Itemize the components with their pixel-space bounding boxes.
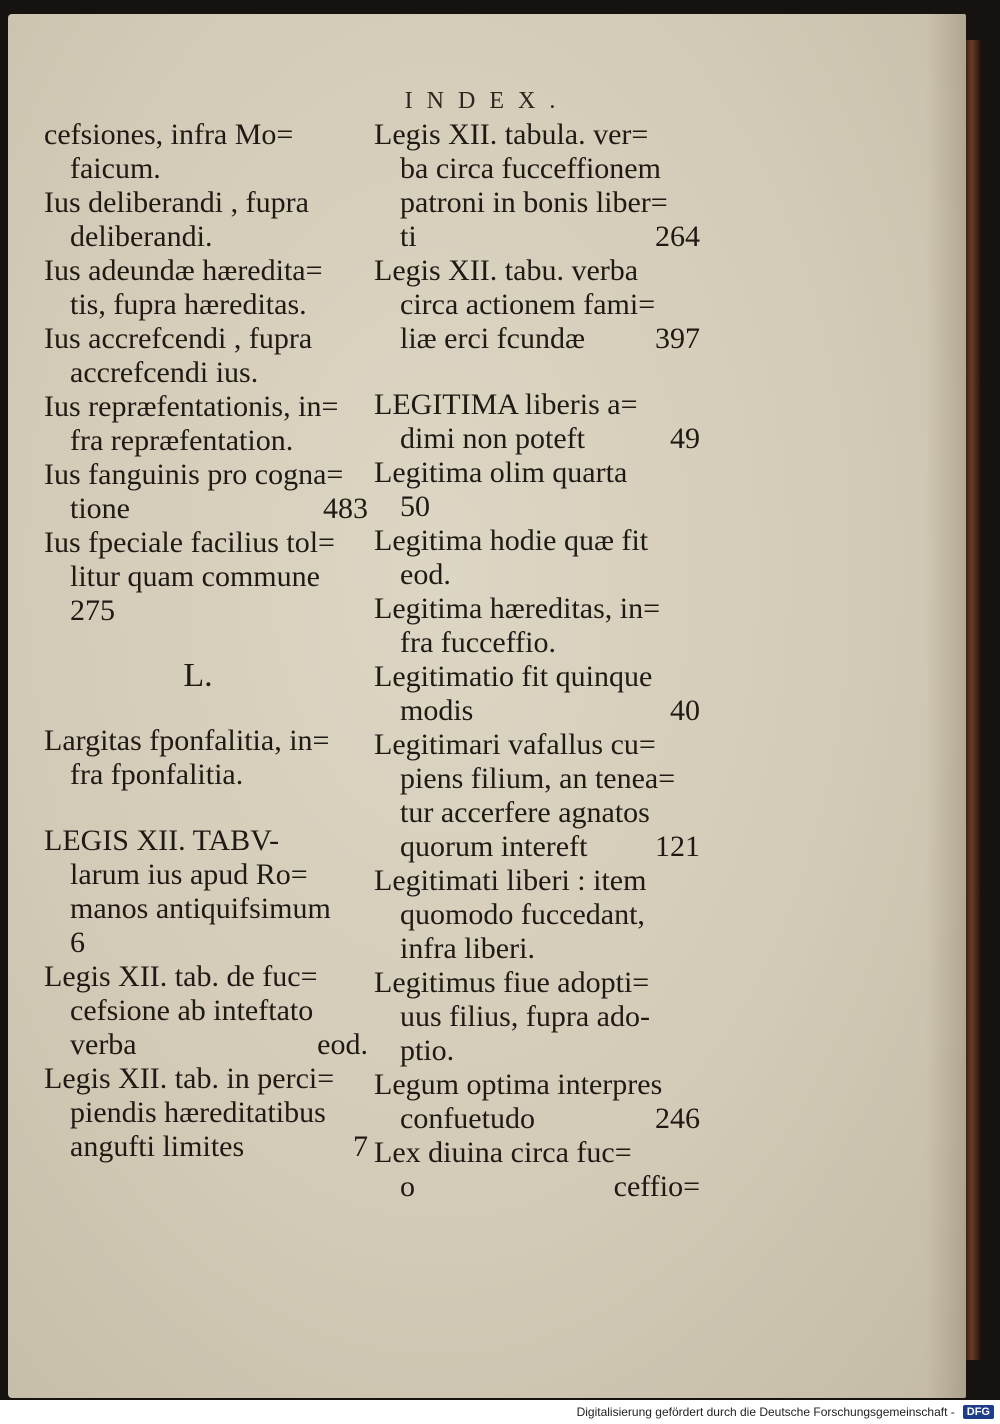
entry-line: 50 [400,490,430,523]
footer-bar [0,1400,1000,1424]
entry-line-text: confuetudo [400,1102,535,1135]
page-reference: eod. [317,1028,368,1061]
index-entry [44,390,372,458]
entry-line: 6 [70,926,85,959]
index-entry [374,660,704,728]
right-entries-group-b [374,388,704,1204]
book-page [8,14,966,1398]
entry-line [44,1130,372,1164]
index-entry [374,254,704,356]
index-entry [44,254,372,322]
dfg-logo: DFG [963,1405,994,1419]
entry-line [374,1170,704,1204]
entry-line-text: modis [400,694,474,727]
entry-line: ptio. [400,1034,455,1067]
entry-line-text: angufti limites [70,1130,245,1163]
entry-line [374,694,704,728]
entry-line [44,1028,372,1062]
entry-line [374,322,704,356]
page-reference: 49 [670,422,700,455]
entry-line: fra fucceffio. [400,626,557,659]
entry-line: Ius deliberandi , fupra [44,186,309,219]
page-reference: 7 [353,1130,368,1163]
entry-line: Largitas fponfalitia, in= [44,724,330,757]
entry-line: uus filius, fupra ado- [400,1000,650,1033]
entry-line: Ius accrefcendi , fupra [44,322,313,355]
index-entry [374,966,704,1068]
entry-line: deliberandi. [70,220,213,253]
entry-line: infra liberi. [400,932,535,965]
entry-line: Legitima olim quarta [374,456,628,489]
entry-line: quomodo fuccedant, [400,898,645,931]
entry-line: Legis XII. tab. in perci= [44,1062,335,1095]
index-entry [374,592,704,660]
index-entry [44,186,372,254]
page-reference: 246 [655,1102,700,1135]
index-entry [374,118,704,254]
entry-line: Legis XII. tab. de fuc= [44,960,318,993]
footer-credit: Digitalisierung gefördert durch die Deutsche Forschungsgemeinschaft - [576,1405,955,1419]
page-reference: 40 [670,694,700,727]
index-entry [44,458,372,526]
entry-line: piendis hæreditatibus [70,1096,326,1129]
entry-line: circa actionem fami= [400,288,656,321]
entry-line: ba circa fucceffionem [400,152,661,185]
entry-line: tur accerfere agnatos [400,796,650,829]
entry-line: litur quam commune [70,560,320,593]
spacer [44,792,372,824]
entry-line: Legitima hodie quæ fit [374,524,649,557]
entry-line: Lex diuina circa fuc= [374,1136,632,1169]
index-entry [44,824,372,960]
entry-line: manos antiquifsimum [70,892,331,925]
index-entry [374,728,704,864]
entry-line: Ius repræfentationis, in= [44,390,339,423]
left-entries-group-b [44,724,372,792]
index-entry [374,456,704,524]
entry-line: Legum optima interpres [374,1068,663,1101]
entry-line: Legitima hæreditas, in= [374,592,661,625]
section-letter: L. [183,657,213,694]
entry-line-text: ti [400,220,417,253]
entry-line [374,1102,704,1136]
index-entry [374,1136,704,1204]
page-reference: 483 [323,492,368,525]
entry-line-text: dimi non poteft [400,422,585,455]
index-entry [374,388,704,456]
index-entry [374,524,704,592]
entry-line: LEGITIMA liberis a= [374,388,638,421]
entry-line: Legis XII. tabu. verba [374,254,639,287]
index-entry [44,526,372,628]
left-column [44,118,372,1164]
entry-line: eod. [400,558,451,591]
catchword: o [400,1170,415,1203]
entry-line: Legis XII. tabula. ver= [374,118,649,151]
entry-line [44,492,372,526]
entry-line: Ius adeundæ hæredita= [44,254,323,287]
entry-line: 275 [70,594,115,627]
spacer [374,356,704,388]
entry-line-text: liæ erci fcundæ [400,322,585,355]
index-entry [374,1068,704,1136]
entry-line: Legitimari vafallus cu= [374,728,656,761]
entry-line [374,830,704,864]
entry-line-text: ceffio= [613,1170,700,1203]
entry-line: fra repræfentation. [70,424,294,457]
page-reference: 397 [655,322,700,355]
index-entry [44,724,372,792]
entry-line: patroni in bonis liber= [400,186,668,219]
index-entry [44,322,372,390]
entry-line-text: verba [70,1028,137,1061]
entry-line: larum ius apud Ro= [70,858,308,891]
entry-line: Ius fpeciale facilius tol= [44,526,335,559]
right-column [374,118,704,1204]
page-header: INDEX. [404,88,570,114]
book-edge [966,40,980,1360]
entry-line: faicum. [70,152,161,185]
entry-line: Legitimati liberi : item [374,864,647,897]
entry-line: cefsiones, infra Mo= [44,118,294,151]
entry-line: tis, fupra hæreditas. [70,288,307,321]
entry-line: piens filium, an tenea= [400,762,676,795]
entry-line [374,422,704,456]
entry-line: fra fponfalitia. [70,758,244,791]
entry-line [374,220,704,254]
entry-line: Ius fanguinis pro cogna= [44,458,344,491]
entry-line-text: quorum intereft [400,830,588,863]
entry-line: LEGIS XII. TABV- [44,824,280,857]
entry-line: cefsione ab inteftato [70,994,314,1027]
left-entries-group-c [44,824,372,1164]
entry-line: accrefcendi ius. [70,356,259,389]
entry-line: Legitimus fiue adopti= [374,966,650,999]
left-entries-group-a [44,118,372,628]
index-entry [44,118,372,186]
page-reference: 121 [655,830,700,863]
index-entry [374,864,704,966]
entry-line: Legitimatio fit quinque [374,660,653,693]
page-reference: 264 [655,220,700,253]
index-entry [44,1062,372,1164]
entry-line-text: tione [70,492,130,525]
right-entries-group-a [374,118,704,356]
index-entry [44,960,372,1062]
